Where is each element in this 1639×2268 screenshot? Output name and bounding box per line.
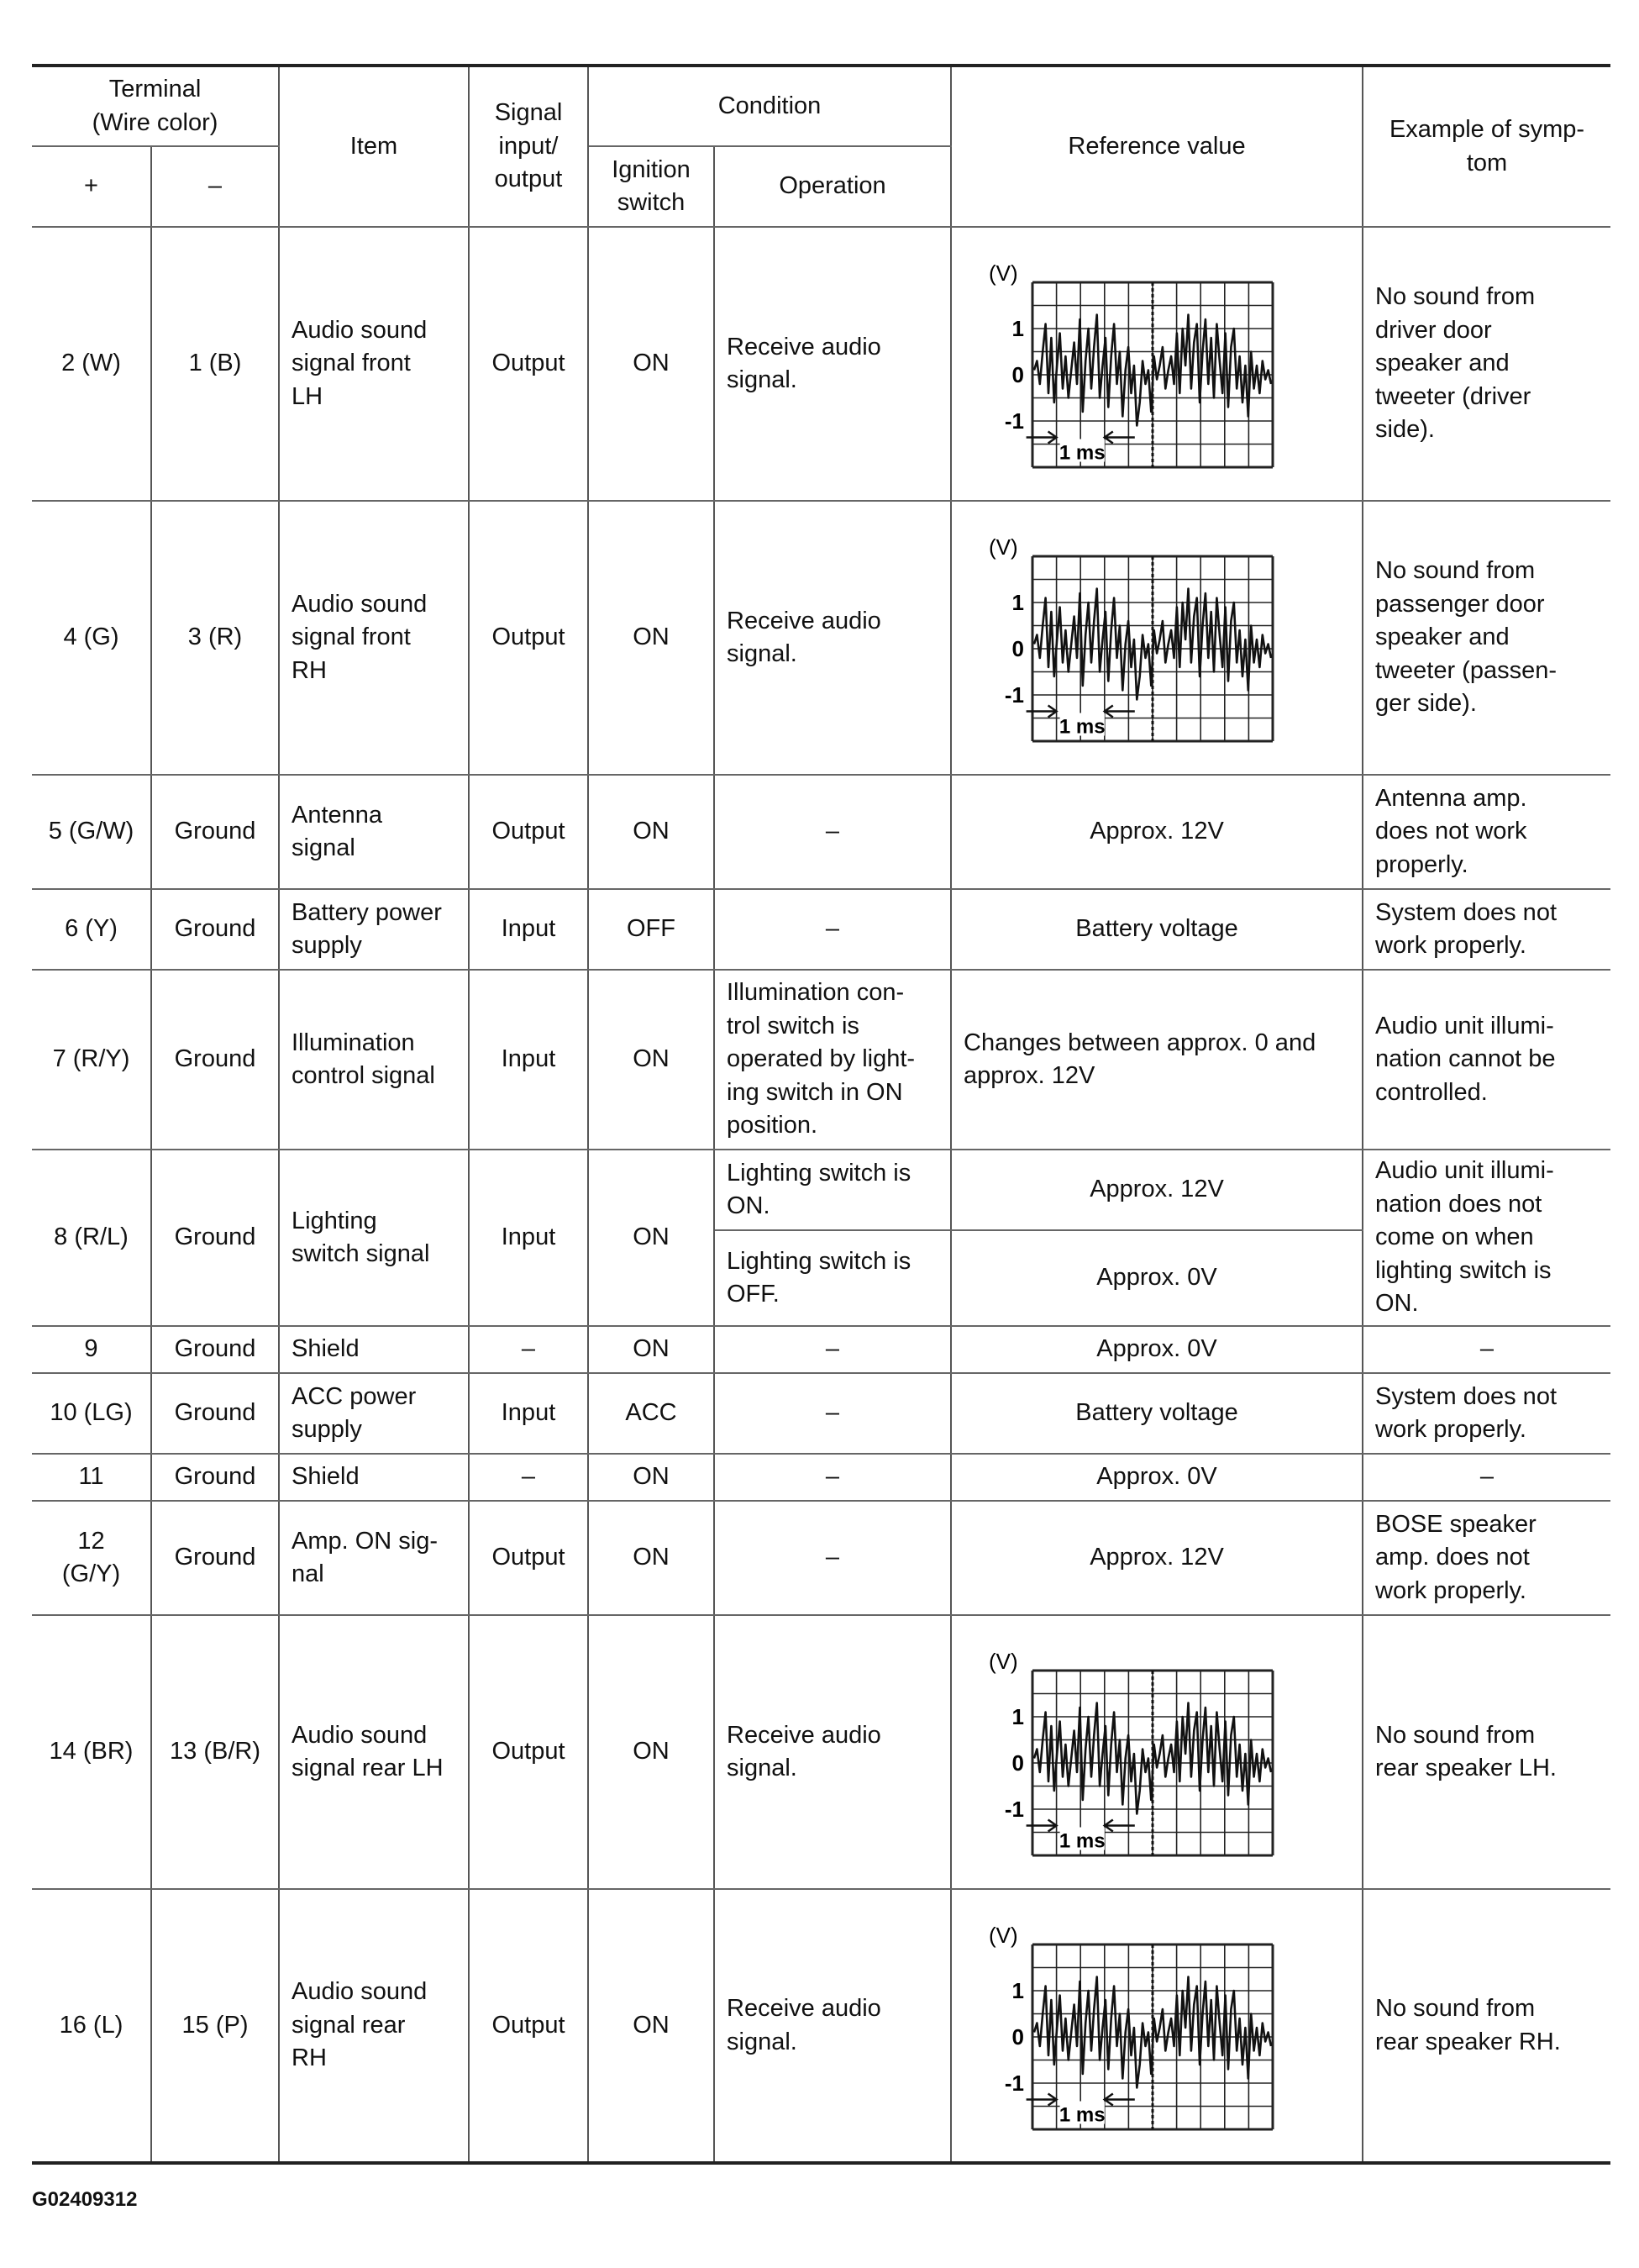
item-text: Audio sound signal rear RH xyxy=(292,1978,428,2072)
item xyxy=(279,1150,469,1326)
item xyxy=(279,775,469,889)
item-text: Audio sound signal front LH xyxy=(292,316,428,410)
terminal-minus xyxy=(151,1150,279,1326)
example-symptom-text: Antenna amp. does not work properly. xyxy=(1375,784,1527,878)
header-minus: – xyxy=(151,146,279,227)
terminal-minus-text: Ground xyxy=(174,1223,256,1251)
signal-io xyxy=(469,775,588,889)
ignition-switch xyxy=(588,501,714,775)
table-row xyxy=(32,1615,1610,1889)
table-row xyxy=(32,501,1610,775)
item-text: Battery power supply xyxy=(292,898,442,959)
ignition-switch-text: ON xyxy=(633,1544,670,1571)
terminal-minus-text: Ground xyxy=(174,1399,256,1427)
terminal-plus xyxy=(32,227,151,501)
operation-text: – xyxy=(825,1463,840,1491)
operation xyxy=(714,889,951,970)
example-symptom-text: No sound from driver door speaker and tweeter (driver side). xyxy=(1375,283,1536,444)
terminal-plus xyxy=(32,970,151,1150)
header-item: Item xyxy=(279,66,469,227)
y-tick-label: 0 xyxy=(1011,636,1024,661)
item-text: Illumination control signal xyxy=(292,1029,435,1089)
table-body xyxy=(32,227,1610,2163)
terminal-minus-text: 3 (R) xyxy=(187,624,243,651)
signal-io xyxy=(469,1501,588,1615)
time-scale-label: 1 ms xyxy=(1059,1829,1106,1853)
ignition-switch-text: ON xyxy=(633,1463,670,1491)
y-unit-label: (V) xyxy=(989,1649,1018,1674)
terminal-minus-text: Ground xyxy=(174,1045,256,1073)
time-arrow-right xyxy=(1105,2093,1135,2105)
item-text: Amp. ON sig- nal xyxy=(292,1527,439,1587)
waveform-chart xyxy=(972,533,1274,743)
ignition-switch-text: ON xyxy=(633,2011,670,2039)
reference-value xyxy=(951,775,1363,889)
ignition-switch xyxy=(588,1150,714,1326)
ignition-switch-text: ON xyxy=(633,1738,670,1765)
operation-text: – xyxy=(825,915,840,943)
header-terminal: Terminal (Wire color) xyxy=(32,66,279,146)
item xyxy=(279,1373,469,1454)
example-symptom xyxy=(1363,1501,1610,1615)
table-row xyxy=(32,1326,1610,1373)
signal-io-text: Input xyxy=(501,1223,556,1251)
time-scale-label: 1 ms xyxy=(1059,715,1106,739)
terminal-minus xyxy=(151,1501,279,1615)
signal-io xyxy=(469,227,588,501)
example-symptom xyxy=(1363,501,1610,775)
terminal-plus-text: 7 (R/Y) xyxy=(52,1045,130,1073)
y-tick-label: 1 xyxy=(1011,590,1024,615)
terminal-minus xyxy=(151,775,279,889)
terminal-plus xyxy=(32,501,151,775)
operation xyxy=(714,775,951,889)
header-example-symptom: Example of symp- tom xyxy=(1363,66,1610,227)
item-text: ACC power supply xyxy=(292,1382,417,1443)
signal-io xyxy=(469,1615,588,1889)
terminal-plus-text: 5 (G/W) xyxy=(48,818,134,845)
terminal-plus xyxy=(32,1373,151,1454)
ignition-switch xyxy=(588,1501,714,1615)
y-tick-label: 0 xyxy=(1011,2023,1024,2050)
signal-io-text: Output xyxy=(491,818,565,845)
ignition-switch-text: ON xyxy=(633,1335,670,1363)
item-text: Lighting switch signal xyxy=(292,1207,430,1267)
terminal-minus xyxy=(151,1454,279,1501)
ignition-switch xyxy=(588,1615,714,1889)
item xyxy=(279,889,469,970)
terminal-plus-text: 8 (R/L) xyxy=(54,1223,129,1251)
operation xyxy=(714,1615,951,1889)
table-row xyxy=(32,889,1610,970)
reference-value xyxy=(951,1150,1363,1230)
operation-text: Receive audio signal. xyxy=(727,1995,881,2055)
table-row xyxy=(32,970,1610,1150)
reference-value-text: Battery voltage xyxy=(1075,1399,1238,1427)
example-symptom-text: – xyxy=(1479,1335,1495,1363)
example-symptom-text: System does not work properly. xyxy=(1375,1382,1557,1443)
signal-io-text: Output xyxy=(491,2011,565,2039)
item xyxy=(279,970,469,1150)
terminal-minus-text: 15 (P) xyxy=(181,2011,249,2039)
example-symptom xyxy=(1363,227,1610,501)
ignition-switch xyxy=(588,227,714,501)
terminal-minus xyxy=(151,501,279,775)
item-text: Audio sound signal front RH xyxy=(292,590,428,684)
example-symptom xyxy=(1363,1615,1610,1889)
item xyxy=(279,1889,469,2163)
example-symptom-text: BOSE speaker amp. does not work properly. xyxy=(1375,1510,1537,1604)
y-unit-label: (V) xyxy=(989,534,1018,560)
example-symptom xyxy=(1363,1889,1610,2163)
y-unit-label: (V) xyxy=(989,260,1018,286)
terminal-plus xyxy=(32,889,151,970)
item xyxy=(279,501,469,775)
time-arrow-left xyxy=(1027,1820,1057,1832)
signal-io xyxy=(469,1326,588,1373)
signal-io-text: Input xyxy=(501,1045,556,1073)
item xyxy=(279,1326,469,1373)
reference-value-text: Approx. 12V xyxy=(1090,818,1224,845)
operation-text: – xyxy=(825,818,840,845)
table-row xyxy=(32,227,1610,501)
ignition-switch xyxy=(588,970,714,1150)
reference-value-text: Changes between approx. 0 and approx. 12V xyxy=(964,1029,1316,1089)
time-arrow-right xyxy=(1105,1820,1135,1832)
table-row xyxy=(32,1889,1610,2163)
reference-waveform xyxy=(951,1615,1363,1889)
reference-value-text: Approx. 0V xyxy=(1096,1335,1217,1363)
y-tick-label: -1 xyxy=(1004,682,1024,708)
y-tick-label: 0 xyxy=(1011,1750,1024,1776)
reference-waveform xyxy=(951,1889,1363,2163)
item-text: Shield xyxy=(292,1335,360,1363)
terminal-spec-table xyxy=(32,64,1610,2165)
ignition-switch xyxy=(588,1373,714,1454)
example-symptom-text: – xyxy=(1479,1463,1495,1491)
terminal-plus-text: 6 (Y) xyxy=(65,915,118,943)
operation-text: Receive audio signal. xyxy=(727,1721,881,1781)
ignition-switch-text: ON xyxy=(633,1045,670,1073)
operation-text: – xyxy=(825,1335,840,1363)
terminal-plus xyxy=(32,775,151,889)
reference-value-text: Approx. 12V xyxy=(1090,1544,1224,1571)
example-symptom-text: Audio unit illumi- nation cannot be controlled. xyxy=(1375,1012,1556,1106)
signal-io xyxy=(469,970,588,1150)
y-unit-label: (V) xyxy=(989,1922,1018,1948)
header-condition: Condition xyxy=(588,66,951,146)
terminal-minus-text: Ground xyxy=(174,818,256,845)
operation-text: Receive audio signal. xyxy=(727,333,881,393)
terminal-plus-text: 12 (G/Y) xyxy=(61,1527,121,1587)
terminal-plus-text: 10 (LG) xyxy=(50,1399,133,1427)
terminal-minus-text: 13 (B/R) xyxy=(170,1738,260,1765)
header-reference-value: Reference value xyxy=(951,66,1363,227)
signal-io xyxy=(469,1150,588,1326)
time-scale-label: 1 ms xyxy=(1059,441,1106,465)
example-symptom xyxy=(1363,1326,1610,1373)
operation xyxy=(714,970,951,1150)
item-text: Shield xyxy=(292,1463,360,1491)
terminal-plus-text: 9 xyxy=(84,1335,98,1363)
signal-io xyxy=(469,1454,588,1501)
example-symptom-text: Audio unit illumi- nation does not come on when lighting switch is ON. xyxy=(1375,1157,1554,1318)
ignition-switch-text: OFF xyxy=(627,915,675,943)
ignition-switch xyxy=(588,889,714,970)
header-ignition-switch: Ignition switch xyxy=(588,146,714,227)
item xyxy=(279,1501,469,1615)
terminal-plus-text: 11 xyxy=(78,1463,104,1491)
example-symptom xyxy=(1363,889,1610,970)
signal-io-text: Output xyxy=(491,1738,565,1765)
terminal-minus xyxy=(151,889,279,970)
item-text: Audio sound signal rear LH xyxy=(292,1721,444,1781)
signal-io xyxy=(469,1373,588,1454)
table-row xyxy=(32,1150,1610,1230)
time-arrow-left xyxy=(1027,2093,1057,2105)
operation-text: Lighting switch is ON. xyxy=(727,1159,911,1219)
reference-waveform xyxy=(951,501,1363,775)
ignition-switch-text: ON xyxy=(633,350,670,377)
operation-text: Receive audio signal. xyxy=(727,607,881,667)
reference-value-text: Approx. 12V xyxy=(1090,1176,1224,1203)
reference-value xyxy=(951,1501,1363,1615)
signal-io-text: Output xyxy=(491,350,565,377)
reference-value-text: Battery voltage xyxy=(1075,915,1238,943)
operation-text: – xyxy=(825,1544,840,1571)
terminal-plus-text: 2 (W) xyxy=(61,350,121,377)
reference-value xyxy=(951,1373,1363,1454)
signal-io-text: Output xyxy=(491,624,565,651)
time-scale-label: 1 ms xyxy=(1059,2103,1106,2126)
signal-io-text: – xyxy=(521,1335,536,1363)
example-symptom-text: No sound from rear speaker LH. xyxy=(1375,1721,1557,1781)
ignition-switch xyxy=(588,1889,714,2163)
reference-value xyxy=(951,1230,1363,1326)
reference-value xyxy=(951,1326,1363,1373)
terminal-plus-text: 14 (BR) xyxy=(49,1738,134,1765)
terminal-plus xyxy=(32,1454,151,1501)
time-arrow-left xyxy=(1027,706,1057,718)
terminal-minus-text: Ground xyxy=(174,915,256,943)
signal-io-text: – xyxy=(521,1463,536,1491)
signal-io xyxy=(469,1889,588,2163)
operation xyxy=(714,1454,951,1501)
ignition-switch-text: ON xyxy=(633,818,670,845)
table-row xyxy=(32,1454,1610,1501)
y-tick-label: -1 xyxy=(1004,1797,1024,1822)
item xyxy=(279,227,469,501)
figure-code: G02409312 xyxy=(32,2188,138,2211)
time-arrow-right xyxy=(1105,706,1135,718)
operation-text: Illumination con- trol switch is operated by light- ing switch in ON position. xyxy=(727,979,916,1139)
signal-io xyxy=(469,889,588,970)
example-symptom-text: No sound from rear speaker RH. xyxy=(1375,1995,1561,2055)
table-row xyxy=(32,775,1610,889)
waveform-chart xyxy=(972,1921,1274,2131)
terminal-plus-text: 16 (L) xyxy=(59,2011,123,2039)
operation-text: Lighting switch is OFF. xyxy=(727,1247,911,1308)
terminal-plus xyxy=(32,1326,151,1373)
reference-value xyxy=(951,970,1363,1150)
item xyxy=(279,1454,469,1501)
terminal-minus-text: Ground xyxy=(174,1335,256,1363)
terminal-minus xyxy=(151,1615,279,1889)
example-symptom-text: System does not work properly. xyxy=(1375,898,1557,959)
operation xyxy=(714,1150,951,1230)
terminal-minus xyxy=(151,1373,279,1454)
time-arrow-right xyxy=(1105,432,1135,444)
ignition-switch-text: ON xyxy=(633,624,670,651)
terminal-minus-text: Ground xyxy=(174,1463,256,1491)
y-tick-label: -1 xyxy=(1004,408,1024,434)
example-symptom xyxy=(1363,970,1610,1150)
reference-value xyxy=(951,889,1363,970)
operation xyxy=(714,1230,951,1326)
y-tick-label: 1 xyxy=(1011,1704,1024,1729)
terminal-plus-text: 4 (G) xyxy=(63,624,119,651)
signal-io-text: Output xyxy=(491,1544,565,1571)
ignition-switch xyxy=(588,1454,714,1501)
terminal-plus xyxy=(32,1889,151,2163)
signal-io xyxy=(469,501,588,775)
ignition-switch xyxy=(588,1326,714,1373)
example-symptom-text: No sound from passenger door speaker and tweeter (passen- ger side). xyxy=(1375,557,1557,718)
header-signal-io: Signal input/ output xyxy=(469,66,588,227)
terminal-plus xyxy=(32,1501,151,1615)
terminal-minus-text: 1 (B) xyxy=(188,350,242,377)
terminal-plus xyxy=(32,1615,151,1889)
ignition-switch xyxy=(588,775,714,889)
ignition-switch-text: ACC xyxy=(625,1399,677,1427)
y-tick-label: 0 xyxy=(1011,362,1024,387)
reference-value xyxy=(951,1454,1363,1501)
operation-text: – xyxy=(825,1399,840,1427)
header-operation: Operation xyxy=(714,146,951,227)
terminal-minus xyxy=(151,1889,279,2163)
example-symptom xyxy=(1363,775,1610,889)
y-tick-label: 1 xyxy=(1011,316,1024,341)
y-tick-label: 1 xyxy=(1011,1977,1024,2003)
example-symptom xyxy=(1363,1373,1610,1454)
operation xyxy=(714,1326,951,1373)
operation xyxy=(714,501,951,775)
item-text: Antenna signal xyxy=(292,801,383,861)
example-symptom xyxy=(1363,1150,1610,1326)
terminal-minus xyxy=(151,970,279,1150)
table-row xyxy=(32,1373,1610,1454)
waveform-chart xyxy=(972,259,1274,469)
example-symptom xyxy=(1363,1454,1610,1501)
operation xyxy=(714,1373,951,1454)
terminal-plus xyxy=(32,1150,151,1326)
item xyxy=(279,1615,469,1889)
terminal-minus-text: Ground xyxy=(174,1544,256,1571)
terminal-minus xyxy=(151,1326,279,1373)
ignition-switch-text: ON xyxy=(633,1223,670,1251)
table-row xyxy=(32,1501,1610,1615)
reference-waveform xyxy=(951,227,1363,501)
terminal-minus xyxy=(151,227,279,501)
operation xyxy=(714,227,951,501)
signal-io-text: Input xyxy=(501,1399,556,1427)
reference-value-text: Approx. 0V xyxy=(1096,1463,1217,1491)
operation xyxy=(714,1889,951,2163)
operation xyxy=(714,1501,951,1615)
time-arrow-left xyxy=(1027,432,1057,444)
waveform-chart xyxy=(972,1647,1274,1857)
y-tick-label: -1 xyxy=(1004,2070,1024,2096)
signal-io-text: Input xyxy=(501,915,556,943)
header-plus: + xyxy=(32,146,151,227)
reference-value-text: Approx. 0V xyxy=(1096,1264,1217,1292)
